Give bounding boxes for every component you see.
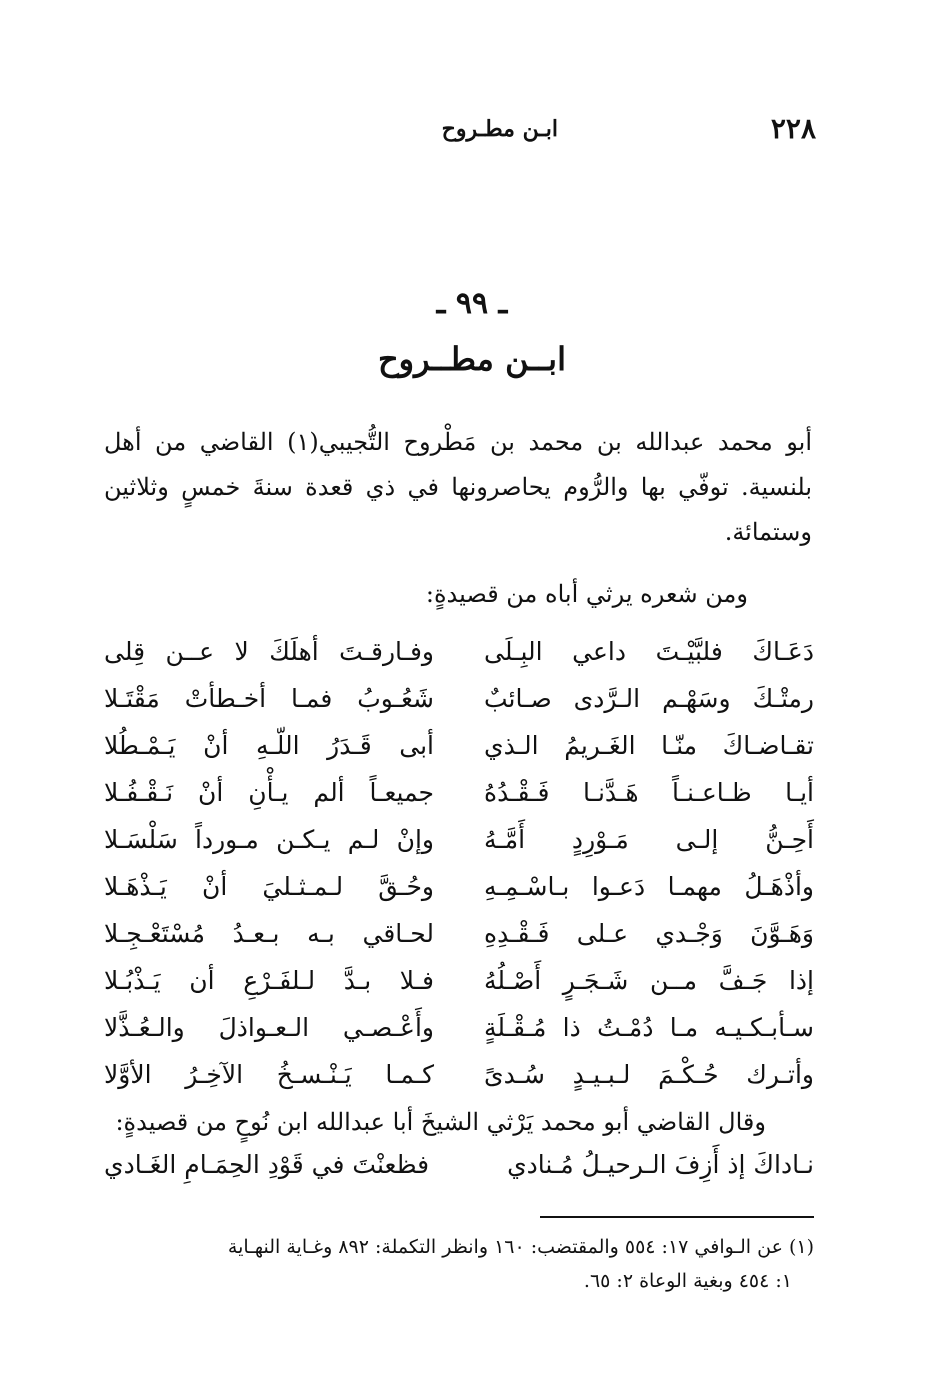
second-hemistich: وإنْ لـم يـكـن مـورداً سَلْسَـلا <box>104 825 434 854</box>
first-hemistich: نـاداكَ إذ أَزِفَ الـرحيـلُ مُـنادي <box>507 1150 814 1179</box>
entry-title: ابــن مطــروح <box>378 340 566 378</box>
poem-intro: ومن شعره يرثي أباه من قصيدةٍ: <box>425 580 748 608</box>
second-hemistich: جميعـاً ألم يـأْنِ أنْ نَـقْـفُـلا <box>104 778 434 807</box>
footnote-line: (١) عن الـوافي ١٧: ٥٥٤ والمقتضب: ١٦٠ وانظر التكملة: ٨٩٢ وغـاية النهـاية <box>227 1236 814 1258</box>
second-hemistich: أبى قَـدَرُ اللّـهِ أنْ يَـمْـطُلا <box>104 731 434 760</box>
first-hemistich: وأتـرك حُـكْـمَ لـبـيـدٍ سُـدىً <box>484 1060 814 1089</box>
biography-paragraph: أبو محمد عبدالله بن محمد بن مَطْروح التُّجيبي(١) القاضي من أهل بلنسية. توفّي بها والرُّوم يحاصرونها في ذي قعدة سنةَ خمسٍ وثلاثين وستمائة. <box>104 428 812 546</box>
second-hemistich: شَعُـوبُ فمـا أخـطأتْ مَقْتَـلا <box>104 684 434 713</box>
second-hemistich: فظعنْتَ في قَوْدِ الحِمَـامِ الغَـادي <box>104 1150 430 1179</box>
second-hemistich: كـمـا يَـنْـسـخُ الآخِـرُ الأوَّلا <box>104 1060 434 1089</box>
poem <box>104 630 814 1100</box>
verse <box>104 1053 814 1100</box>
entry-number: ـ ٩٩ ـ <box>436 286 508 321</box>
running-title: ابـن مطـروح <box>441 116 558 142</box>
verse <box>104 630 814 677</box>
verse <box>104 959 814 1006</box>
verse <box>104 1006 814 1053</box>
footnote-line: ١: ٤٥٤ وبغية الوعاة ٢: ٦٥. <box>583 1270 792 1292</box>
second-hemistich: وفـارقـتَ أهلَكَ لا عــن قِلى <box>104 637 434 666</box>
verse <box>104 677 814 724</box>
second-hemistich: لحـاقي بـه بـعـدُ مُسْتَعْـجِـلا <box>104 919 434 948</box>
first-hemistich: إذا جَـفَّ مــن شَـجَـرٍ أَصْـلُهُ <box>484 966 814 995</box>
footnote <box>104 1230 814 1298</box>
page-number: ٢٢٨ <box>770 112 816 145</box>
footnote-divider <box>540 1216 814 1218</box>
verse <box>104 771 814 818</box>
second-poem-intro: وقال القاضي أبو محمد يَرْثي الشيخَ أبا عبدالله ابن نُوحٍ من قصيدةٍ: <box>115 1108 766 1136</box>
first-hemistich: تقـاضـاكَ منّـا الغَـريمُ الـذي <box>484 731 814 760</box>
first-hemistich: أيـا ظـاعـنـاً هَـدَّنـا فَـقْـدُهُ <box>484 778 814 807</box>
second-hemistich: وحُـقَّ لـمـثـليَ أنْ يَـذْهَـلا <box>104 872 434 901</box>
running-head <box>100 112 816 152</box>
verse <box>104 818 814 865</box>
second-hemistich: وأَعْـصـي الـعـواذلَ والـعُـذَّلا <box>104 1013 434 1042</box>
verse <box>104 912 814 959</box>
second-poem-verse <box>104 1150 814 1179</box>
first-hemistich: وأذْهَـلُ مهمـا دَعـوا بـاسْـمِـهِ <box>484 872 814 901</box>
first-hemistich: رمتْـكَ وسَهْـم الـرَّدى صـائبٌ <box>484 684 814 713</box>
first-hemistich: وَهَـوَّنَ وَجْـدي عـلى فَـقْـدِهِ <box>484 919 814 948</box>
second-hemistich: فـلا بـدَّ لـلفَـرْعِ أن يَـذْبُـلا <box>104 966 434 995</box>
first-hemistich: دَعَـاكَ فلبَّيْـتَ داعي البِـلَى <box>484 637 814 666</box>
first-hemistich: أَحِـنُّ إلـى مَـوْرِدٍ أَمَّـهُ <box>484 825 814 854</box>
verse <box>104 865 814 912</box>
verse <box>104 724 814 771</box>
first-hemistich: سـأبـكـيـه مـا دُمْـتُ ذا مُـقْـلَةٍ <box>484 1013 814 1042</box>
